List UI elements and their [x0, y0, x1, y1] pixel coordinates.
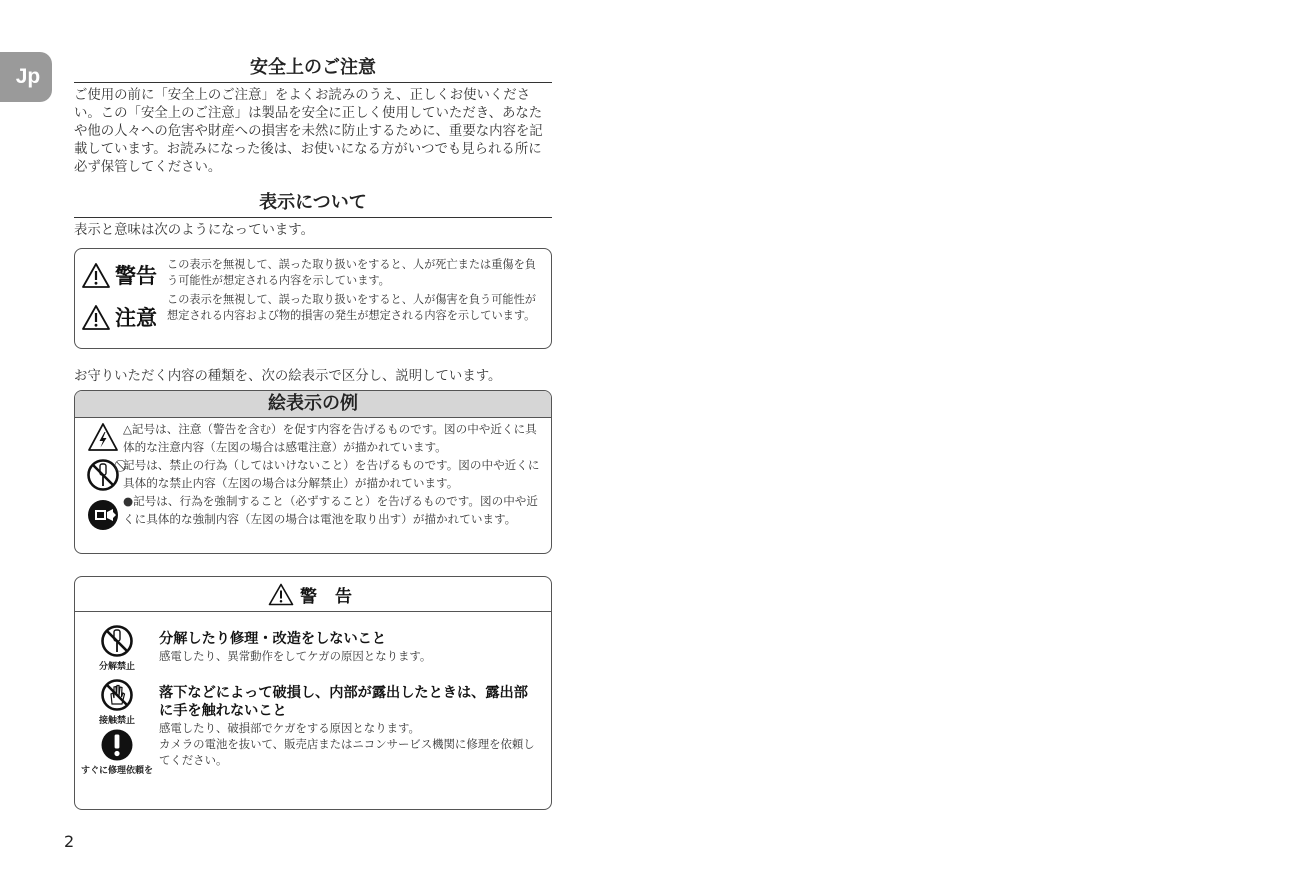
level-desc-warning: この表示を無視して、誤った取り扱いをすると、人が死亡または重傷を負う可能性が想定される内容を示しています。: [167, 258, 536, 287]
caution-triangle-icon: [81, 304, 111, 331]
symbols-intro: お守りいただく内容の種類を、次の絵表示で区分し、説明しています。: [74, 369, 502, 384]
symbols-title: 絵表示の例: [75, 391, 551, 418]
warning-body-repair: カメラの電池を抜いて、販売店またはニコンサービス機関に修理を依頼してください。: [159, 737, 535, 767]
level-label-warning: 警告: [115, 264, 157, 288]
language-tab[interactable]: Jp: [0, 52, 52, 102]
display-title: 表示について: [74, 191, 552, 218]
mandatory-exclamation-icon: [100, 728, 134, 762]
symbol-row-caution: [75, 420, 551, 456]
warning-title: 警 告: [300, 586, 358, 607]
display-intro: 表示と意味は次のようになっています。: [74, 223, 314, 238]
symbols-example-box: [74, 390, 552, 554]
signal-word-box: [74, 248, 552, 349]
warning-header: [75, 577, 551, 612]
no-disassembly-icon: [86, 458, 120, 492]
icon-caption-repair: すぐに修理依頼を: [80, 766, 153, 776]
level-row-warning: [81, 257, 545, 290]
no-touch-icon: [100, 678, 134, 712]
warning-item-disassembly: [75, 624, 551, 672]
symbol-desc-caution: △記号は、注意（警告を含む）を促す内容を告げるものです。図の中や近くに具体的な注意内容（左図の場合は感電注意）が描かれています。: [123, 422, 537, 454]
symbol-desc-mandatory: ●記号は、行為を強制すること（必ずすること）を告げるものです。図の中や近くに具体的な強制内容（左図の場合は電池を取り出す）が描かれています。: [123, 494, 538, 526]
warning-heading-contact: 落下などによって破損し、内部が露出したときは、露出部に手を触れないこと: [159, 685, 528, 719]
level-row-caution: [81, 292, 545, 332]
symbol-row-prohibition: [75, 456, 551, 492]
warning-body-disassembly: 感電したり、異常動作をしてケガの原因となります。: [159, 649, 432, 663]
no-disassembly-icon: [100, 624, 134, 658]
warning-heading-disassembly: 分解したり修理・改造をしないこと: [159, 631, 387, 647]
page-number: 2: [64, 832, 75, 851]
warning-body-contact: 感電したり、破損部でケガをする原因となります。: [159, 721, 420, 735]
safety-title: 安全上のご注意: [74, 56, 552, 83]
level-label-caution: 注意: [115, 306, 157, 330]
icon-caption-disassembly: 分解禁止: [98, 662, 135, 672]
symbol-desc-prohibition: ⃠記号は、禁止の行為（してはいけないこと）を告げるものです。図の中や近くに具体的な禁止内容（左図の場合は分解禁止）が描かれています。: [123, 458, 540, 490]
symbol-row-mandatory: [75, 492, 551, 532]
electric-shock-caution-icon: [87, 422, 119, 452]
page-content: [74, 56, 552, 810]
warning-triangle-icon: [81, 262, 111, 289]
safety-intro: ご使用の前に「安全上のご注意」をよくお読みのうえ、正しくお使いください。この「安全上のご注意」は製品を安全に正しく使用していただき、あなたや他の人々への危害や財産への損害を未然に防止するために、重要な内容を記載しています。お読みになった後は、お使いになる方がいつでも見られる所に必ず保管してください。: [74, 88, 543, 175]
warning-triangle-icon: [268, 583, 294, 606]
icon-caption-contact: 接触禁止: [98, 716, 135, 726]
warning-box: [74, 576, 552, 810]
remove-battery-icon: [86, 498, 120, 532]
level-desc-caution: この表示を無視して、誤った取り扱いをすると、人が傷害を負う可能性が想定される内容および物的損害の発生が想定される内容を示しています。: [167, 293, 536, 322]
